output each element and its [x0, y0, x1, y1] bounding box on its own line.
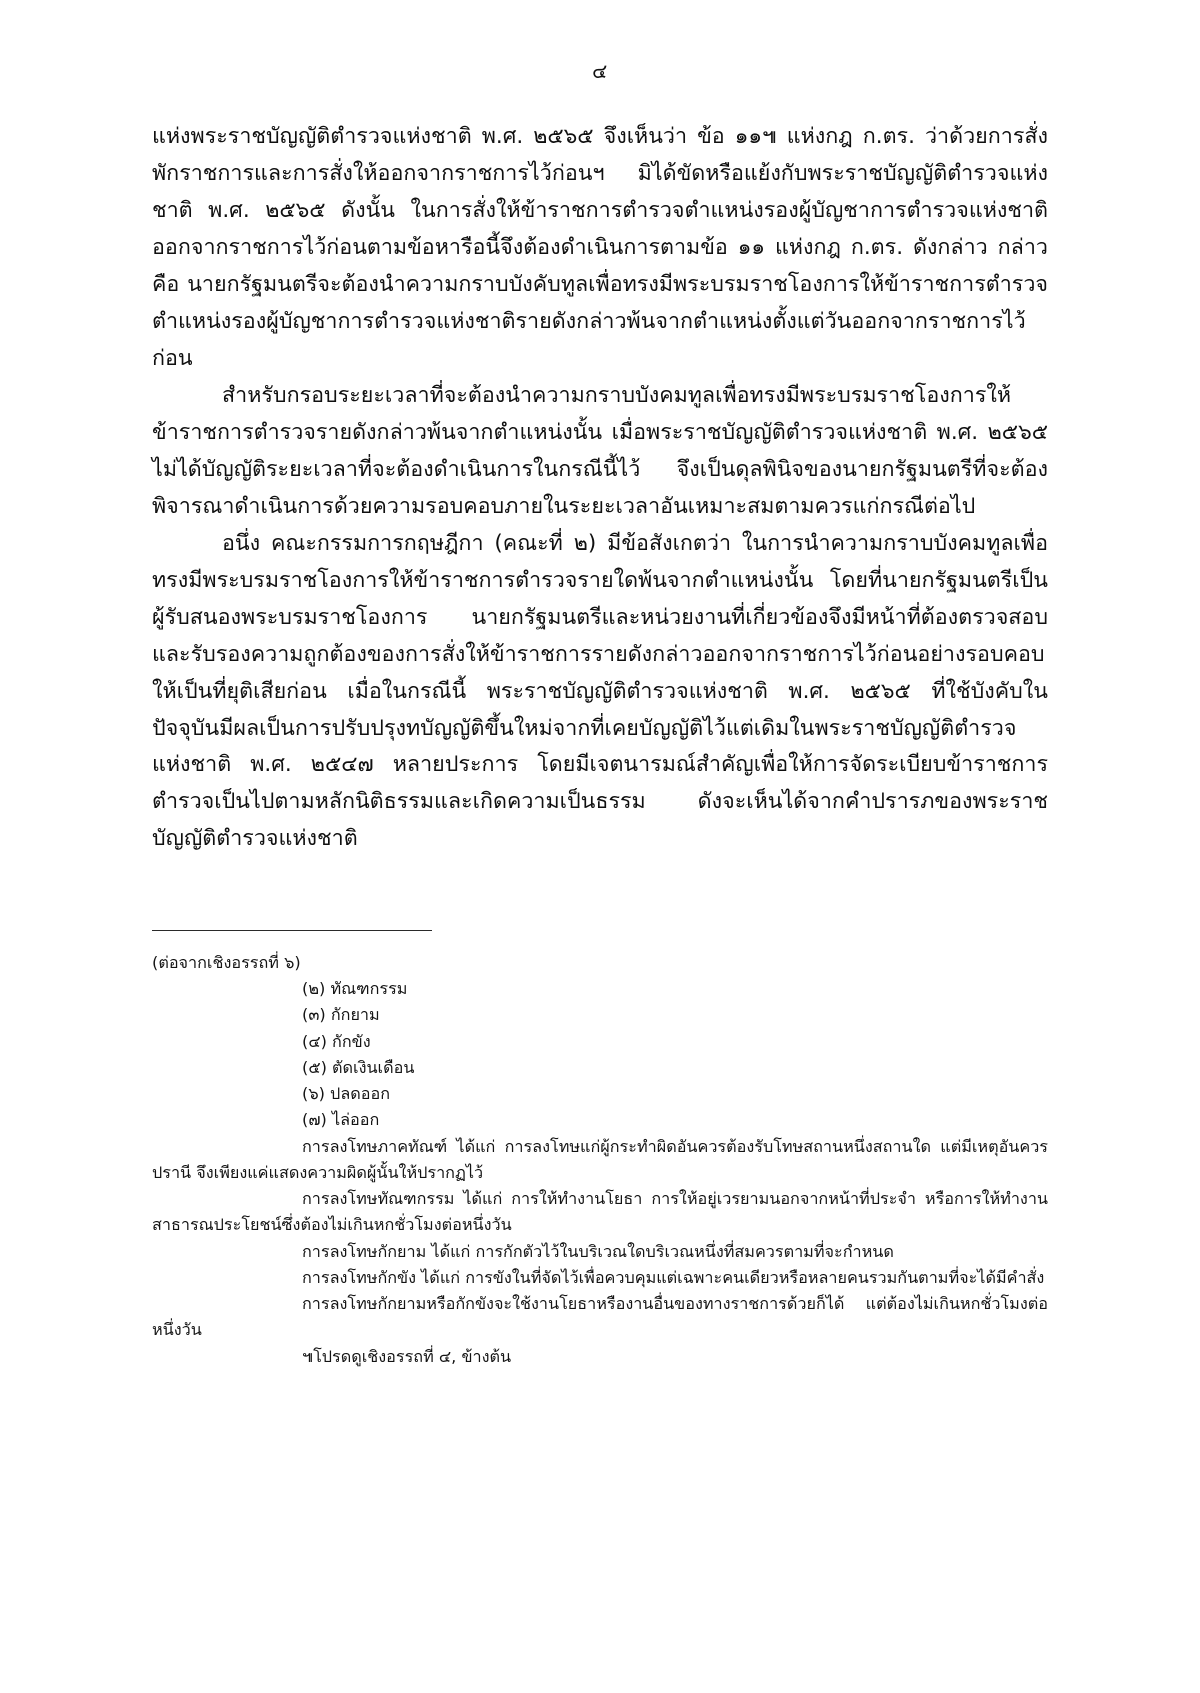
footnote-paragraph: การลงโทษกักยามหรือกักขังจะใช้งานโยธาหรืองานอื่นของทางราชการด้วยก็ได้ แต่ต้องไม่เกินหกชั่วโมงต่อหนึ่งวัน — [152, 1294, 1048, 1340]
body-paragraph: อนึ่ง คณะกรรมการกฤษฎีกา (คณะที่ ๒) มีข้อสังเกตว่า ในการนำความกราบบังคมทูลเพื่อทรงมีพระบรมราชโองการให้ข้าราชการตำรวจรายใดพ้นจากตำแหน่งนั้น โดยที่นายกรัฐมนตรีเป็นผู้รับสนองพระบรมราชโองการ นายกรัฐมนตรีและหน่วยงานที่เกี่ยวข้องจึงมีหน้าที่ต้องตรวจสอบและรับรองความถูกต้องของการสั่งให้ข้าราชการรายดังกล่าวออกจากราชการไว้ก่อนอย่างรอบคอบให้เป็นที่ยุติเสียก่อน เมื่อในกรณีนี้ พระราชบัญญัติตำรวจแห่งชาติ พ.ศ. ๒๕๖๕ ที่ใช้บังคับในปัจจุบันมีผลเป็นการปรับปรุงทบัญญัติขึ้นใหม่จากที่เคยบัญญัติไว้แต่เดิมในพระราชบัญญัติตำรวจแห่งชาติ พ.ศ. ๒๕๔๗ หลายประการ โดยมีเจตนารมณ์สำคัญเพื่อให้การจัดระเบียบข้าราชการตำรวจเป็นไปตามหลักนิติธรรมและเกิดความเป็นธรรม ดังจะเห็นได้จากคำปรารภของพระราชบัญญัติตำรวจแห่งชาติ — [152, 530, 1048, 852]
footnote-paragraph: การลงโทษกักยาม ได้แก่ การกักตัวไว้ในบริเวณใดบริเวณหนึ่งที่สมควรตามที่จะกำหนด — [302, 1241, 894, 1261]
footnote-block — [152, 950, 1048, 1370]
footnote-continued-label: (ต่อจากเชิงอรรถที่ ๖) — [152, 953, 301, 972]
footnote-list-item: (๗) ไล่ออก — [302, 1110, 380, 1130]
footnote-list-item: (๕) ตัดเงินเดือน — [302, 1057, 415, 1077]
footnote-separator — [152, 930, 432, 931]
footnote-paragraph: การลงโทษกักขัง ได้แก่ การขังในที่จัดไว้เพื่อควบคุมแต่เฉพาะคนเดียวหรือหลายคนรวมกันตามที่จะได้มีคำสั่ง — [302, 1267, 1045, 1287]
footnote-paragraph: การลงโทษทัณฑกรรม ได้แก่ การให้ทำงานโยธา การให้อยู่เวรยามนอกจากหน้าที่ประจำ หรือการให้ทำงานสาธารณประโยชน์ซึ่งต้องไม่เกินหกชั่วโมงต่อหนึ่งวัน — [152, 1189, 1048, 1235]
footnote-paragraph: การลงโทษภาคทัณฑ์ ได้แก่ การลงโทษแก่ผู้กระทำผิดอันควรต้องรับโทษสถานหนึ่งสถานใด แต่มีเหตุอันควรปรานี จึงเพียงแค่แสดงความผิดผู้นั้นให้ปรากฏไว้ — [152, 1136, 1048, 1182]
footnote-list-item: (๒) ทัณฑกรรม — [302, 979, 408, 999]
footnote-list-item: (๓) กักยาม — [302, 1005, 380, 1025]
body-text-block — [152, 119, 1048, 858]
body-paragraph: สำหรับกรอบระยะเวลาที่จะต้องนำความกราบบังคมทูลเพื่อทรงมีพระบรมราชโองการให้ข้าราชการตำรวจรายดังกล่าวพ้นจากตำแหน่งนั้น เมื่อพระราชบัญญัติตำรวจแห่งชาติ พ.ศ. ๒๕๖๕ ไม่ได้บัญญัติระยะเวลาที่จะต้องดำเนินการในกรณีนี้ไว้ จึงเป็นดุลพินิจของนายกรัฐมนตรีที่จะต้องพิจารณาดำเนินการด้วยความรอบคอบภายในระยะเวลาอันเหมาะสมตามควรแก่กรณีต่อไป — [152, 382, 1048, 519]
footnote-list-item: (๔) กักขัง — [302, 1031, 371, 1051]
page-number: ๔ — [592, 59, 608, 83]
footnote-list-item: (๖) ปลดออก — [302, 1084, 391, 1104]
body-paragraph: แห่งพระราชบัญญัติตำรวจแห่งชาติ พ.ศ. ๒๕๖๕ จึงเห็นว่า ข้อ ๑๑๚ แห่งกฎ ก.ตร. ว่าด้วยการสั่งพักราชการและการสั่งให้ออกจากราชการไว้ก่อนฯ มิได้ขัดหรือแย้งกับพระราชบัญญัติตำรวจแห่งชาติ พ.ศ. ๒๕๖๕ ดังนั้น ในการสั่งให้ข้าราชการตำรวจตำแหน่งรองผู้บัญชาการตำรวจแห่งชาติออกจากราชการไว้ก่อนตามข้อหารือนี้จึงต้องดำเนินการตามข้อ ๑๑ แห่งกฎ ก.ตร. ดังกล่าว กล่าวคือ นายกรัฐมนตรีจะต้องนำความกราบบังคับทูลเพื่อทรงมีพระบรมราชโองการให้ข้าราชการตำรวจตำแหน่งรองผู้บัญชาการตำรวจแห่งชาติรายดังกล่าวพ้นจากตำแหน่งตั้งแต่วันออกจากราชการไว้ก่อน — [152, 124, 1048, 371]
footnote-reference: ๚โปรดดูเชิงอรรถที่ ๔, ข้างต้น — [302, 1346, 512, 1366]
